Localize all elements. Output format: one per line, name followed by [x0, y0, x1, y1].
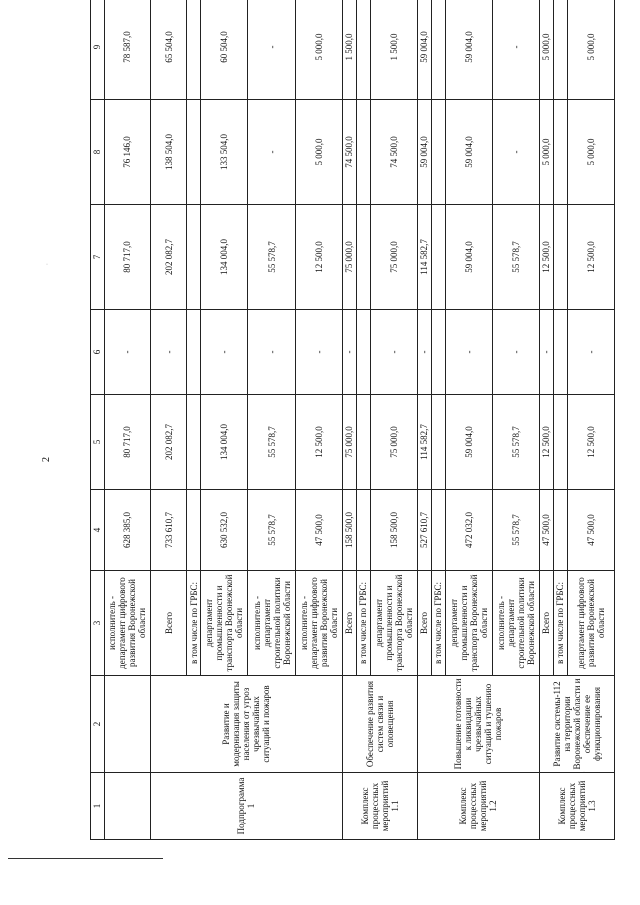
amount-cell: 114 582,7 [417, 205, 431, 310]
amount-cell [187, 100, 201, 205]
amount-cell [356, 205, 370, 310]
amount-cell: 158 500,0 [370, 490, 417, 571]
amount-cell: 59 004,0 [445, 395, 492, 490]
description-cell [104, 676, 150, 773]
executor-cell: в том числе по ГРБС: [356, 571, 370, 676]
amount-cell [431, 205, 445, 310]
amount-cell: - [104, 310, 150, 395]
executor-cell: в том числе по ГРБС: [431, 571, 445, 676]
description-cell: Обеспечение развития систем связи и оповещения [342, 676, 417, 773]
amount-cell: 158 500,0 [342, 490, 356, 571]
column-header: 9 [91, 0, 105, 100]
amount-cell: 75 000,0 [342, 395, 356, 490]
amount-cell: 75 000,0 [342, 205, 356, 310]
amount-cell [431, 0, 445, 100]
program-cell [104, 773, 150, 840]
amount-cell: 5 000,0 [539, 0, 553, 100]
amount-cell [431, 100, 445, 205]
amount-cell: - [295, 310, 342, 395]
amount-cell: 55 578,7 [492, 490, 539, 571]
amount-cell: - [248, 310, 295, 395]
amount-cell: 55 578,7 [248, 205, 295, 310]
table-row [150, 0, 186, 840]
amount-cell: 47 500,0 [295, 490, 342, 571]
program-cell: Подпрограмма 1 [150, 773, 342, 840]
amount-cell: 630 532,0 [201, 490, 248, 571]
amount-cell: 55 578,7 [492, 205, 539, 310]
amount-cell: 75 000,0 [370, 395, 417, 490]
amount-cell: 59 004,0 [445, 0, 492, 100]
amount-cell: 59 004,0 [445, 205, 492, 310]
amount-cell: - [492, 0, 539, 100]
amount-cell [553, 205, 567, 310]
amount-cell [356, 395, 370, 490]
table-row [539, 0, 553, 840]
amount-cell: - [150, 310, 186, 395]
amount-cell [431, 490, 445, 571]
amount-cell [356, 0, 370, 100]
amount-cell: - [248, 100, 295, 205]
amount-cell: 12 500,0 [567, 205, 614, 310]
column-header: 1 [91, 773, 105, 840]
amount-cell: - [201, 310, 248, 395]
amount-cell: 59 004,0 [417, 0, 431, 100]
executor-cell: департамент цифрового развития Воронежской области [567, 571, 614, 676]
executor-cell: Всего [342, 571, 356, 676]
executor-cell: Всего [539, 571, 553, 676]
amount-cell: 75 000,0 [370, 205, 417, 310]
executor-cell: департамент промышленности и транспорта Воронежской области [445, 571, 492, 676]
amount-cell: - [492, 100, 539, 205]
amount-cell: 138 504,0 [150, 100, 186, 205]
amount-cell [356, 100, 370, 205]
amount-cell [431, 395, 445, 490]
amount-cell: 472 032,0 [445, 490, 492, 571]
amount-cell [356, 310, 370, 395]
amount-cell [553, 490, 567, 571]
description-cell: Развитие системы-112 на территории Воронежской области и обеспечение ее функционирования [539, 676, 614, 773]
amount-cell: 80 717,0 [104, 395, 150, 490]
column-header: 8 [91, 100, 105, 205]
amount-cell: 12 500,0 [539, 395, 553, 490]
amount-cell: 12 500,0 [539, 205, 553, 310]
amount-cell: 5 000,0 [539, 100, 553, 205]
amount-cell: - [492, 310, 539, 395]
amount-cell: - [248, 0, 295, 100]
executor-cell: исполнитель - департамент цифрового развития Воронежской области [104, 571, 150, 676]
column-header: 6 [91, 310, 105, 395]
amount-cell: - [342, 310, 356, 395]
executor-cell: департамент промышленности и транспорта Воронежской области [370, 571, 417, 676]
scan-speck: · [583, 770, 585, 776]
amount-cell: 527 610,7 [417, 490, 431, 571]
amount-cell: - [567, 310, 614, 395]
executor-cell: департамент промышленности и транспорта Воронежской области [201, 571, 248, 676]
amount-cell: 12 500,0 [295, 395, 342, 490]
executor-cell: в том числе по ГРБС: [187, 571, 201, 676]
footnote-rule [8, 858, 163, 859]
amount-cell: 12 500,0 [567, 395, 614, 490]
amount-cell: - [539, 310, 553, 395]
amount-cell: 47 500,0 [567, 490, 614, 571]
amount-cell: 114 582,7 [417, 395, 431, 490]
amount-cell: 55 578,7 [248, 395, 295, 490]
amount-cell [553, 0, 567, 100]
amount-cell: 5 000,0 [567, 0, 614, 100]
amount-cell: 12 500,0 [295, 205, 342, 310]
amount-cell: 733 610,7 [150, 490, 186, 571]
table-row [104, 0, 150, 840]
executor-cell: исполнитель - департамент строительной политики Воронежской области [492, 571, 539, 676]
amount-cell: 202 082,7 [150, 205, 186, 310]
executor-cell: Всего [150, 571, 186, 676]
column-header: 4 [91, 490, 105, 571]
executor-cell: исполнитель - департамент строительной политики Воронежской области [248, 571, 295, 676]
program-cell: Комплекс процессных мероприятий 1.1 [342, 773, 417, 840]
amount-cell: 55 578,7 [492, 395, 539, 490]
amount-cell: 59 004,0 [445, 100, 492, 205]
amount-cell: 76 146,0 [104, 100, 150, 205]
executor-cell: Всего [417, 571, 431, 676]
amount-cell [187, 205, 201, 310]
column-header: 5 [91, 395, 105, 490]
table-container [90, 31, 615, 840]
amount-cell: 134 004,0 [201, 395, 248, 490]
column-header: 7 [91, 205, 105, 310]
table-row [417, 0, 431, 840]
budget-table [90, 0, 615, 840]
amount-cell: 65 504,0 [150, 0, 186, 100]
amount-cell [187, 395, 201, 490]
amount-cell: 1 500,0 [370, 0, 417, 100]
description-cell: Повышение готовности к ликвидации чрезвычайных ситуаций и тушению пожаров [417, 676, 539, 773]
amount-cell: 5 000,0 [295, 100, 342, 205]
amount-cell: 202 082,7 [150, 395, 186, 490]
amount-cell: 47 500,0 [539, 490, 553, 571]
amount-cell: 55 578,7 [248, 490, 295, 571]
amount-cell: 628 385,0 [104, 490, 150, 571]
amount-cell: - [370, 310, 417, 395]
amount-cell [187, 0, 201, 100]
table-row [342, 0, 356, 840]
amount-cell [187, 490, 201, 571]
executor-cell: в том числе по ГРБС: [553, 571, 567, 676]
amount-cell: 133 504,0 [201, 100, 248, 205]
program-cell: Комплекс процессных мероприятий 1.2 [417, 773, 539, 840]
amount-cell: 60 504,0 [201, 0, 248, 100]
scan-speck: · [46, 262, 48, 268]
column-header: 2 [91, 676, 105, 773]
amount-cell [431, 310, 445, 395]
amount-cell [553, 395, 567, 490]
amount-cell: 74 500,0 [370, 100, 417, 205]
amount-cell [187, 310, 201, 395]
description-cell: Развитие и модернизация защиты населения от угроз чрезвычайных ситуаций и пожаров [150, 676, 342, 773]
amount-cell [356, 490, 370, 571]
amount-cell: 1 500,0 [342, 0, 356, 100]
amount-cell: 74 500,0 [342, 100, 356, 205]
amount-cell: 5 000,0 [295, 0, 342, 100]
amount-cell: 78 587,0 [104, 0, 150, 100]
amount-cell [553, 310, 567, 395]
amount-cell [553, 100, 567, 205]
column-header: 3 [91, 571, 105, 676]
amount-cell: 59 004,0 [417, 100, 431, 205]
amount-cell: 134 004,0 [201, 205, 248, 310]
amount-cell: - [417, 310, 431, 395]
amount-cell: 80 717,0 [104, 205, 150, 310]
amount-cell: 5 000,0 [567, 100, 614, 205]
program-cell: Комплекс процессных мероприятий 1.3 [539, 773, 614, 840]
executor-cell: исполнитель - департамент цифрового развития Воронежской области [295, 571, 342, 676]
page-number: 2 [41, 457, 52, 462]
amount-cell: - [445, 310, 492, 395]
